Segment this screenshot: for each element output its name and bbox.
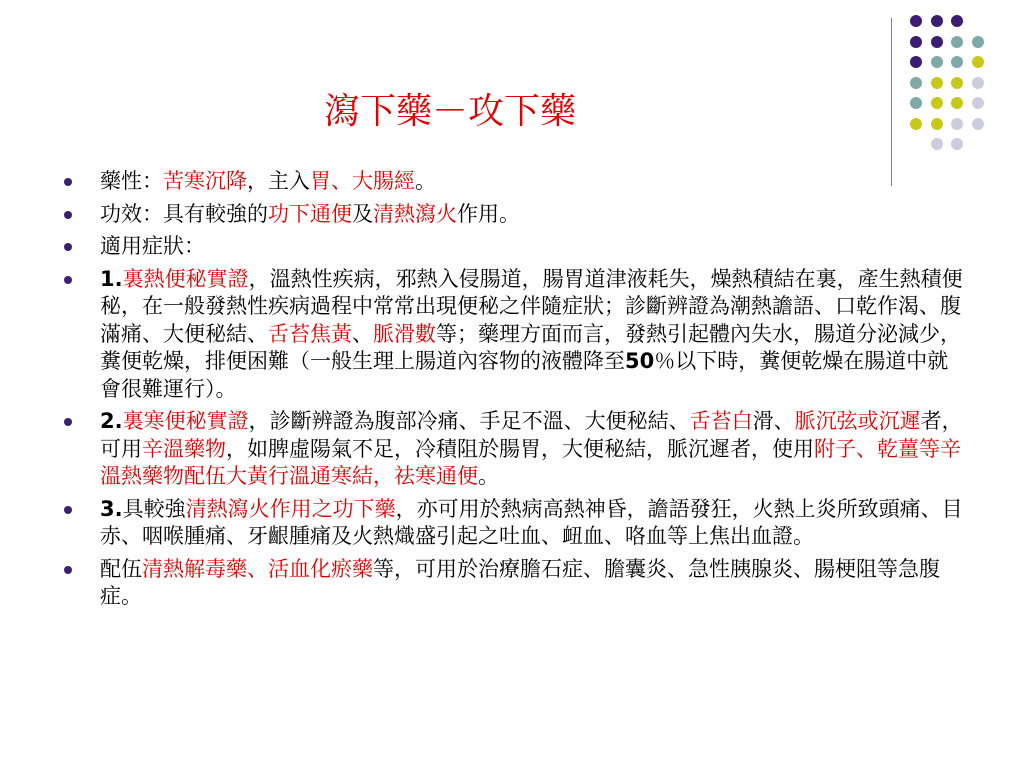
body-text: 配伍 [100,556,142,581]
highlight-text: 裏熱便秘實證 [122,266,249,291]
highlight-text: 胃、大腸經 [310,169,415,193]
decorative-dot [910,97,922,109]
decorative-dot [931,36,943,48]
decorative-dot [951,36,963,48]
highlight-text: 舌苔焦黃 [268,321,352,346]
decorative-dot [951,56,963,68]
bullet-item [64,201,964,229]
decorative-dot [951,97,963,109]
body-text: ％以下時，糞便乾燥在腸道中就會很難運行）。 [100,349,949,401]
bullet-dot-icon [64,566,72,574]
bullet-list [64,168,964,616]
decorative-dot-grid [910,15,1010,165]
body-text: ，如脾虛陽氣不足，冷積阻於腸胃，大便秘結，脈沉遲者，使用 [226,436,814,461]
highlight-text: 辛溫藥物 [142,436,226,461]
highlight-text: 苦寒沉降 [163,169,247,193]
body-text: 。 [415,169,436,193]
decorative-dot [972,97,984,109]
decorative-dot [910,36,922,48]
slide-title: 瀉下藥－攻下藥 [323,91,576,132]
body-text: ，診斷辨證為腹部冷痛、手足不溫、大便秘結、 [248,409,690,433]
bullet-dot-icon [64,418,72,426]
decorative-dot [931,97,943,109]
decorative-dot [972,36,984,48]
decorative-dot [972,77,984,89]
bullet-dot-icon [64,243,72,251]
decorative-dot [910,77,922,89]
decorative-dot [931,77,943,89]
decorative-dot [951,138,963,150]
bullet-dot-icon [64,276,72,284]
decorative-dot [951,15,963,27]
highlight-text: 舌苔白 [689,409,753,433]
body-text: 滑、 [752,409,795,433]
decorative-dot [931,56,943,68]
bullet-item [64,556,964,611]
body-text: 功效：具有較強的 [100,201,268,226]
body-text: 作用。 [457,201,520,226]
body-text: 1. [100,266,123,291]
decorative-dot [951,118,963,130]
bullet-dot-icon [64,211,72,219]
body-text: 等；藥理方面而言，發熱引起體內失水，腸道分泌減少，糞便乾燥，排便困難（一般生理上腸道內容物的液體降至 [100,321,961,373]
divider-line [891,18,892,186]
decorative-dot [931,15,943,27]
body-text: 者，可用 [100,409,963,461]
bullet-item [64,168,964,196]
body-text: 具較強 [122,496,186,521]
body-text: 藥性： [100,169,163,193]
bullet-item [64,233,964,261]
decorative-dot [951,77,963,89]
body-text: 。 [478,464,499,488]
bullet-item [64,266,964,404]
decorative-dot [972,56,984,68]
decorative-dot [931,118,943,130]
bullet-item [64,408,964,491]
body-text: 2. [100,409,123,433]
highlight-text: 裏寒便秘實證 [122,409,249,433]
body-text: ，主入 [247,169,310,193]
body-text: 等，可用於治療膽石症、膽囊炎、急性胰腺炎、腸梗阻等急腹症。 [100,556,940,608]
highlight-text: 清熱解毒藥、活血化瘀藥 [142,556,373,581]
decorative-dot [931,138,943,150]
bullet-item [64,496,964,551]
highlight-text: 清熱瀉火作用之功下藥 [185,496,396,521]
decorative-dot [910,118,922,130]
body-text: 、 [352,321,373,346]
body-text: 3. [100,496,123,521]
decorative-dot [910,15,922,27]
body-text: ，亦可用於熱病高熱神昏，譫語發狂，火熱上炎所致頭痛、目赤、咽喉腫痛、牙齦腫痛及火熱熾盛引起之吐血、衄血、咯血等上焦出血證。 [100,496,963,548]
highlight-text: 脈沉弦或沉遲 [794,409,921,433]
highlight-text: 脈滑數 [373,321,436,346]
decorative-dot [910,56,922,68]
highlight-text: 清熱瀉火 [373,201,457,226]
body-text: 及 [352,201,373,226]
bullet-dot-icon [64,506,72,514]
body-text: 適用症狀： [100,234,205,258]
bullet-dot-icon [64,178,72,186]
decorative-dot [972,118,984,130]
body-text: 50 [625,349,655,373]
highlight-text: 功下通便 [268,201,352,226]
highlight-text: 附子、乾薑等辛溫熱藥物配伍大黃行溫通寒結，祛寒通便 [100,436,961,488]
body-text: ，溫熱性疾病，邪熱入侵腸道，腸胃道津液耗失，燥熱積結在裏，產生熱積便秘，在一般發熱性疾病過程中常常出現便秘之伴隨症狀；診斷辨證為潮熱譫語、口乾作渴、腹滿痛、大便秘結、 [100,266,963,346]
